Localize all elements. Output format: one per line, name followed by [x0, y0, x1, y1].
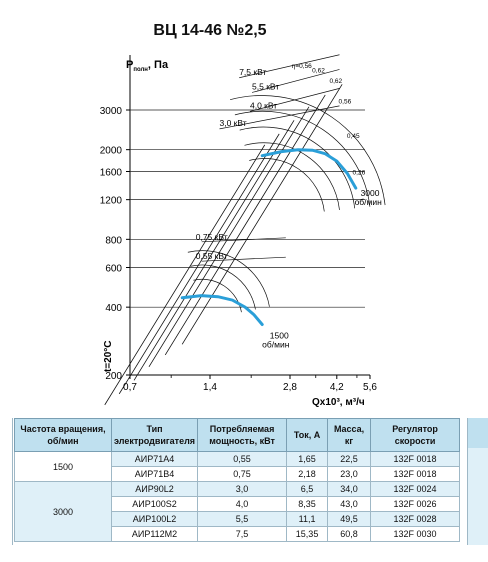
y-tick-label: 800 [105, 235, 122, 247]
regulator-cell: 132F 0030 [371, 527, 460, 542]
motor-cell: АИР71В4 [112, 467, 198, 482]
power-cell: 3,0 [198, 482, 287, 497]
mass-cell: 60,8 [328, 527, 371, 542]
header-speed: Частота вращения, об/мин [15, 419, 112, 452]
y-tick-label: 200 [105, 371, 122, 382]
mass-cell: 23,0 [328, 467, 371, 482]
power-label: 4,0 кВт [250, 100, 278, 111]
y-tick-label: 2000 [99, 145, 122, 157]
system-line [105, 145, 265, 405]
table-row [15, 482, 460, 497]
current-cell: 1,65 [287, 452, 328, 467]
auxiliary-curves [105, 55, 385, 405]
x-tick-label: 2,8 [283, 382, 297, 393]
motor-cell: АИР100L2 [112, 512, 198, 527]
current-cell: 2,18 [287, 467, 328, 482]
efficiency-label: η=0,56 [291, 63, 312, 71]
current-cell: 8,35 [287, 497, 328, 512]
mass-cell: 34,0 [328, 482, 371, 497]
motor-cell: АИР71А4 [112, 452, 198, 467]
chart-labels [103, 59, 382, 408]
y-tick-label: 400 [105, 303, 122, 315]
power-cell: 4,0 [198, 497, 287, 512]
power-label: 0,55 кВт [195, 251, 228, 262]
system-line [182, 84, 342, 344]
system-line [119, 134, 279, 394]
power-cell: 7,5 [198, 527, 287, 542]
motor-cell: АИР90L2 [112, 482, 198, 497]
series-curve [262, 150, 356, 188]
power-cell: 5,5 [198, 512, 287, 527]
power-label: 5,5 кВт [252, 81, 280, 92]
power-label: 0,75 кВт [195, 231, 228, 242]
power-cell: 0,55 [198, 452, 287, 467]
regulator-cell: 132F 0026 [371, 497, 460, 512]
efficiency-label: 0,45 [346, 133, 360, 141]
power-cell: 0,75 [198, 467, 287, 482]
speed-cell: 1500 [15, 452, 112, 482]
x-axis-label: Qx10³, м³/ч [312, 397, 365, 408]
speed-label: 3000 об/мин [354, 187, 382, 207]
efficiency-label: 0,56 [338, 98, 352, 106]
efficiency-label: 0,26 [352, 169, 366, 177]
performance-table [14, 418, 460, 542]
power-label: 3,0 кВт [219, 117, 247, 128]
chart-title: ВЦ 14-46 №2,5 [153, 22, 267, 39]
table-right-edge [467, 418, 488, 545]
mass-cell: 49,5 [328, 512, 371, 527]
current-cell: 11,1 [287, 512, 328, 527]
current-cell: 6,5 [287, 482, 328, 497]
speed-label: 1500 об/мин [262, 330, 290, 350]
power-label: 7,5 кВт [239, 66, 267, 77]
series-curve [182, 296, 262, 325]
y-tick-label: 3000 [99, 105, 122, 117]
temperature-label: t=20°C [103, 340, 114, 372]
regulator-cell: 132F 0024 [371, 482, 460, 497]
header-current: Ток, А [287, 419, 328, 452]
efficiency-label: 0,62 [312, 67, 325, 75]
system-line [165, 95, 325, 355]
table-row [15, 452, 460, 467]
speed-cell: 3000 [15, 482, 112, 542]
header-mass: Масса, кг [328, 419, 371, 452]
y-tick-label: 600 [105, 263, 122, 275]
y-axis-label: $P_{полн}$, Па [126, 59, 169, 73]
regulator-cell: 132F 0018 [371, 467, 460, 482]
efficiency-label: 0,62 [329, 78, 343, 86]
x-tick-label: 5,6 [363, 382, 377, 393]
regulator-cell: 132F 0018 [371, 452, 460, 467]
motor-cell: АИР100S2 [112, 497, 198, 512]
efficiency-curve [191, 265, 256, 309]
mass-cell: 43,0 [328, 497, 371, 512]
mass-cell: 22,5 [328, 452, 371, 467]
y-tick-label: 1600 [99, 167, 122, 179]
table-header-row [15, 419, 460, 452]
table-left-edge [0, 418, 13, 545]
regulator-cell: 132F 0028 [371, 512, 460, 527]
motor-cell: АИР112М2 [112, 527, 198, 542]
header-motor-type: Тип электродвигателя [112, 419, 198, 452]
current-cell: 15,35 [287, 527, 328, 542]
y-tick-label: 1200 [99, 195, 122, 207]
header-regulator: Регулятор скорости [371, 419, 460, 452]
x-tick-label: 1,4 [203, 382, 217, 393]
x-tick-label: 4,2 [329, 382, 344, 393]
axis-ticks [100, 106, 378, 393]
x-tick-label: 0,7 [123, 382, 137, 393]
header-power: Потребляемая мощность, кВт [198, 419, 287, 452]
